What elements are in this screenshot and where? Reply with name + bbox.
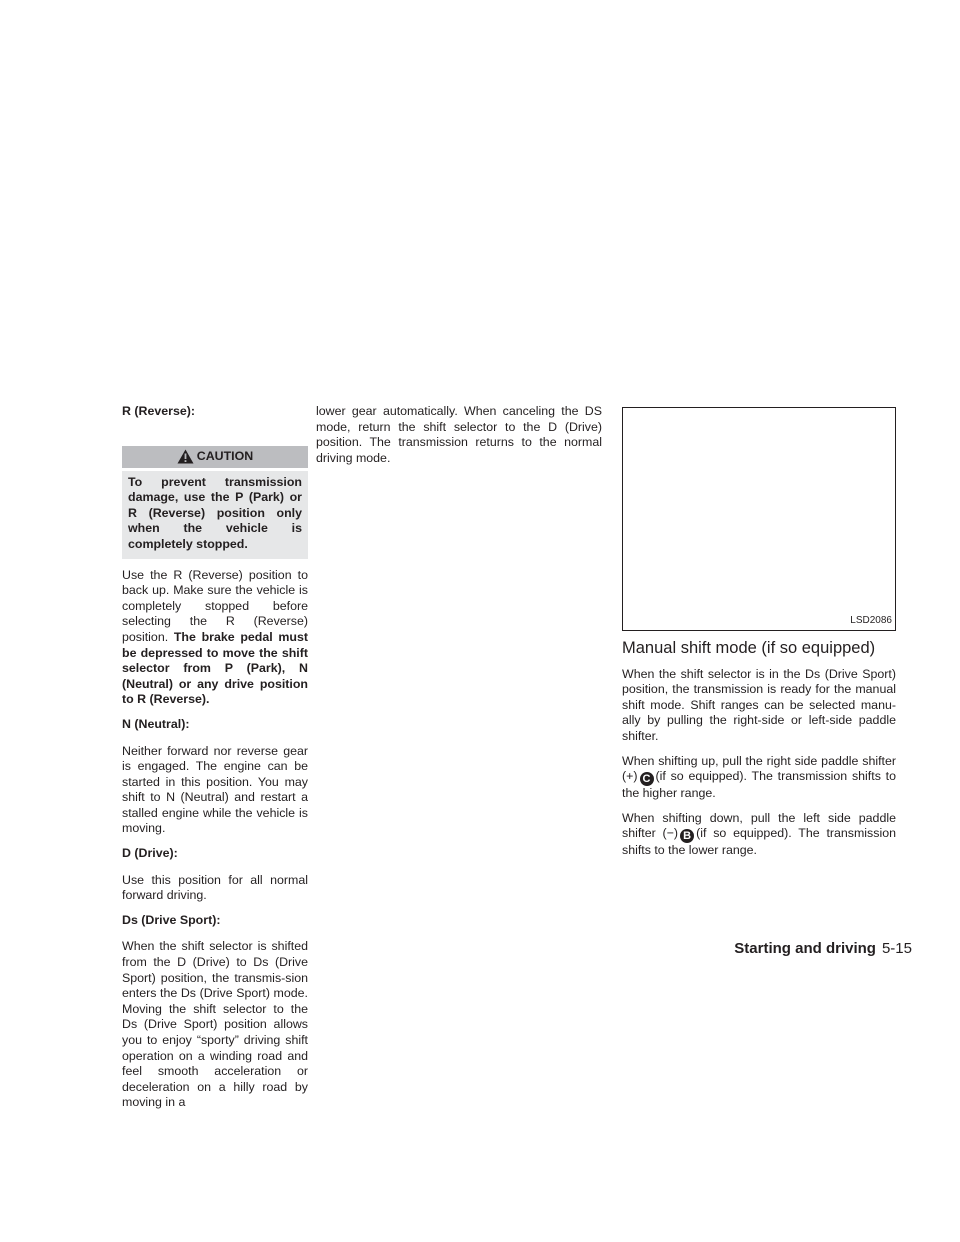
callout-b-icon: B <box>680 829 694 843</box>
left-column <box>122 404 308 1120</box>
caution-header <box>122 446 308 468</box>
neutral-text: Neither forward nor reverse gear is engaged. The engine can be started in this position. You may shift to N (Neutral) and restart a stalled engine while the vehicle is moving. <box>122 743 308 836</box>
warning-icon <box>177 449 194 464</box>
manual-mode-paragraph: When the shift selector is in the Ds (Drive Sport) position, the transmission is ready for the manual shift mode. Shift ranges can be selected manu-ally by pulling the right-side or left-side paddle shifter. <box>622 666 896 743</box>
drive-text: Use this position for all normal forward driving. <box>122 872 308 903</box>
reverse-bold-text: The brake pedal must be depressed to move the shift selector from P (Park), N (Neutral) or any drive position to R (Reverse). <box>122 629 308 707</box>
reverse-paragraph <box>122 568 308 708</box>
shift-up-text-end: (if so equipped). The transmission shifts to the higher range. <box>622 769 896 801</box>
drive-heading: D (Drive): <box>122 846 178 861</box>
shift-up-paragraph <box>622 754 896 802</box>
neutral-heading: N (Neutral): <box>122 716 190 731</box>
middle-column <box>316 404 602 475</box>
section-heading: Manual shift mode (if so equipped) <box>622 639 876 657</box>
caution-label: CAUTION <box>196 448 254 463</box>
drive-sport-text: When the shift selector is shifted from the D (Drive) to Ds (Drive Sport) position, the transmis-sion enters the Ds (Drive Sport) mode. Moving the shift selector to the Ds (Drive Sport) position allows you to enjoy “sporty” driving shift operation on a winding road and feel smooth acceleration or deceleration on a hilly road by moving in a <box>122 939 308 1110</box>
page-footer <box>734 940 912 957</box>
shift-up-text: When shifting up, pull the right side paddle shifter (+) <box>622 753 896 784</box>
footer-section-title: Starting and driving <box>734 940 876 957</box>
right-column <box>622 404 896 868</box>
drive-sport-heading: Ds (Drive Sport): <box>122 912 221 927</box>
shift-down-paragraph <box>622 811 896 859</box>
caution-text: To prevent transmission damage, use the P (Park) or R (Reverse) position only when the vehicle is completely stopped. <box>122 471 308 559</box>
callout-c-icon: C <box>640 772 654 786</box>
figure-box <box>622 407 896 631</box>
reverse-heading: R (Reverse): <box>122 404 195 418</box>
page-number: 5-15 <box>881 940 912 957</box>
figure-label: LSD2086 <box>850 615 892 627</box>
drive-sport-continued-text: lower gear automatically. When canceling the DS mode, return the shift selector to the D (Drive) position. The transmission returns to the normal driving mode. <box>316 404 602 465</box>
reverse-text: Use the R (Reverse) position to back up. Make sure the vehicle is completely stopped before selecting the R (Reverse) position. <box>122 567 308 644</box>
shift-down-text-end: (if so equipped). The transmission shifts to the lower range. <box>622 826 896 858</box>
shift-down-text: When shifting down, pull the left side paddle shifter (−) <box>622 810 896 841</box>
